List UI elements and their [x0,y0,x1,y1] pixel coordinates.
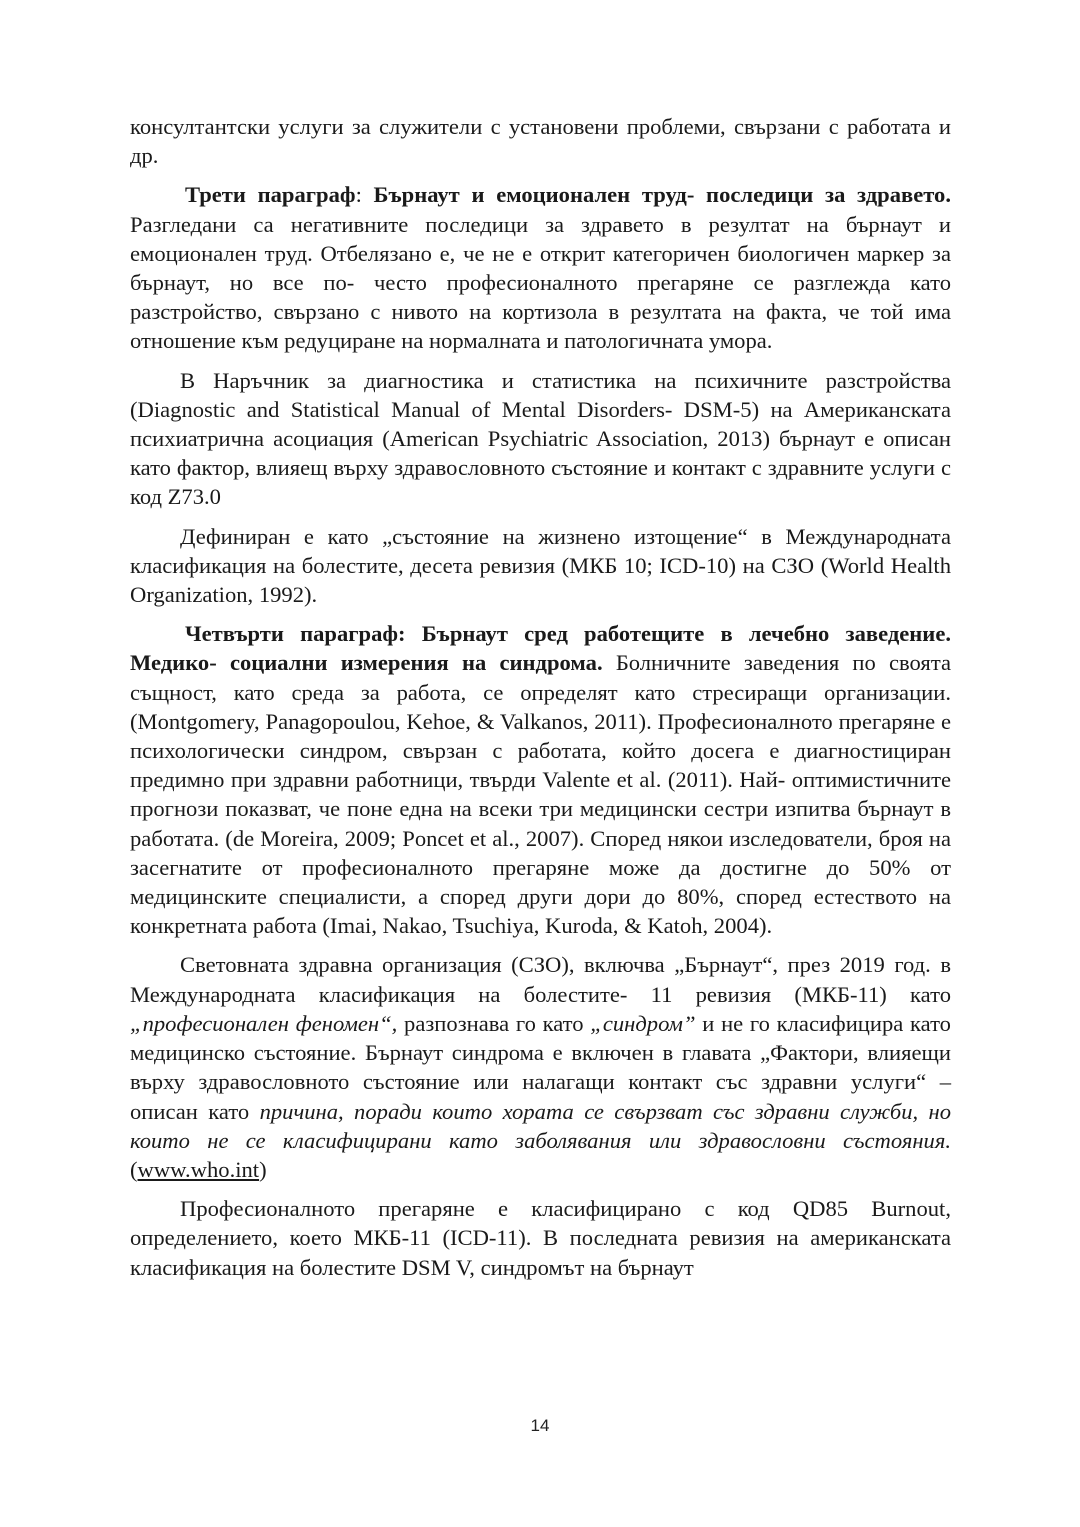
paragraph-6-italic-a: „професионален феномен“, [130,1010,398,1036]
paragraph-1-text: консултантски услуги за служители с установени проблеми, свързани с работата и др. [130,114,951,169]
heading-colon: : [355,182,374,208]
who-link[interactable]: www.who.int [137,1156,260,1182]
section-heading-3-title: Бърнаут и емоционален труд- последици за здравето. [373,182,951,208]
section-heading-3-label: Трети параграф [185,182,356,208]
section-heading-4: Четвърти параграф: Бърнаут сред работещите в лечебно заведение. Медико- социални измерения на синдрома. [130,621,951,676]
document-body [130,112,951,1292]
paragraph-5-text: Болничните заведения по своята същност, като среда за работа, се определят като стресиращи организации. (Montgomery, Panagopoulou, Kehoe, & Valkanos, 2011). Професионалното прегаряне е психологически синдром, свързан с работата, който досега е диагностициран предимно при здравни работници, твърди Valente et al. (2011). Най- оптимистичните прогнози показват, че поне една на всеки три медицински сестри изпитва бърнаут в работата. (de Moreira, 2009; Poncet et al., 2007). Според някои изследователи, броя на засегнатите от професионалното прегаряне може да достигне до 50% от медицинските специалисти, а според други дори до 80%, според естеството на конкретната работа (Imai, Nakao, Tsuchiya, Kuroda, & Katoh, 2004). [130,650,951,939]
paragraph-3 [130,366,951,512]
paragraph-6-text-c: и не го класифицира като медицинско състояние. Бърнаут синдрома е включен в главата „Фактори, влияещи върху здравословното състояние или налагащи контакт със здравни услуги“ – описан като [130,1010,951,1124]
paragraph-3-text: В Наръчник за диагностика и статистика на психичните разстройства (Diagnostic and Statistical Manual of Mental Disorders- DSM-5) на Американската психиатрична асоциация (American Psychiatric Association, 2013) бърнаут е описан като фактор, влияещ върху здравословното състояние и контакт с здравните услуги с код Z73.0 [130,367,951,510]
paragraph-6-italic-c: причина, поради които хората се свързват със здравни служби, но които не се класифицирани като заболявания или здравословни състояния. [130,1098,951,1153]
paragraph-4 [130,522,951,610]
paragraph-5 [130,619,951,940]
paragraph-6-italic-b: „синдром” [590,1010,696,1036]
paragraph-1 [130,112,951,170]
paragraph-6-text-e: ) [259,1156,267,1182]
paragraph-6 [130,950,951,1184]
paragraph-6-text-d: ( [130,1156,138,1182]
paragraph-6-text-b: разпознава го като [397,1010,591,1036]
paragraph-2-text: Разгледани са негативните последици за здравето в резултат на бърнаут и емоционален труд. Отбелязано е, че не е открит категоричен биологичен маркер за бърнаут, но все по- често професионалното прегаряне се разглежда като разстройство, свързано с нивото на кортизола в резултата на факта, че той има отношение към редуциране на нормалната и патологичната умора. [130,211,951,354]
page-number: 14 [530,1416,550,1435]
paragraph-4-text: Дефиниран е като „състояние на жизнено изтощение“ в Международната класификация на болестите, десета ревизия (МКБ 10; ICD-10) на СЗО (World Health Organization, 1992). [130,523,951,608]
paragraph-7-text: Професионалното прегаряне е класифицирано с код QD85 Burnout, определението, което МКБ-11 (ICD-11). В последната ревизия на американската класификация на болестите DSM V, синдромът на бърнаут [130,1196,951,1280]
paragraph-6-text-a: Световната здравна организация (СЗО), включва „Бърнаут“, през 2019 год. в Международната класификация на болестите- 11 ревизия (МКБ-11) като [130,952,951,1007]
paragraph-2 [130,180,951,355]
paragraph-7 [130,1194,951,1282]
